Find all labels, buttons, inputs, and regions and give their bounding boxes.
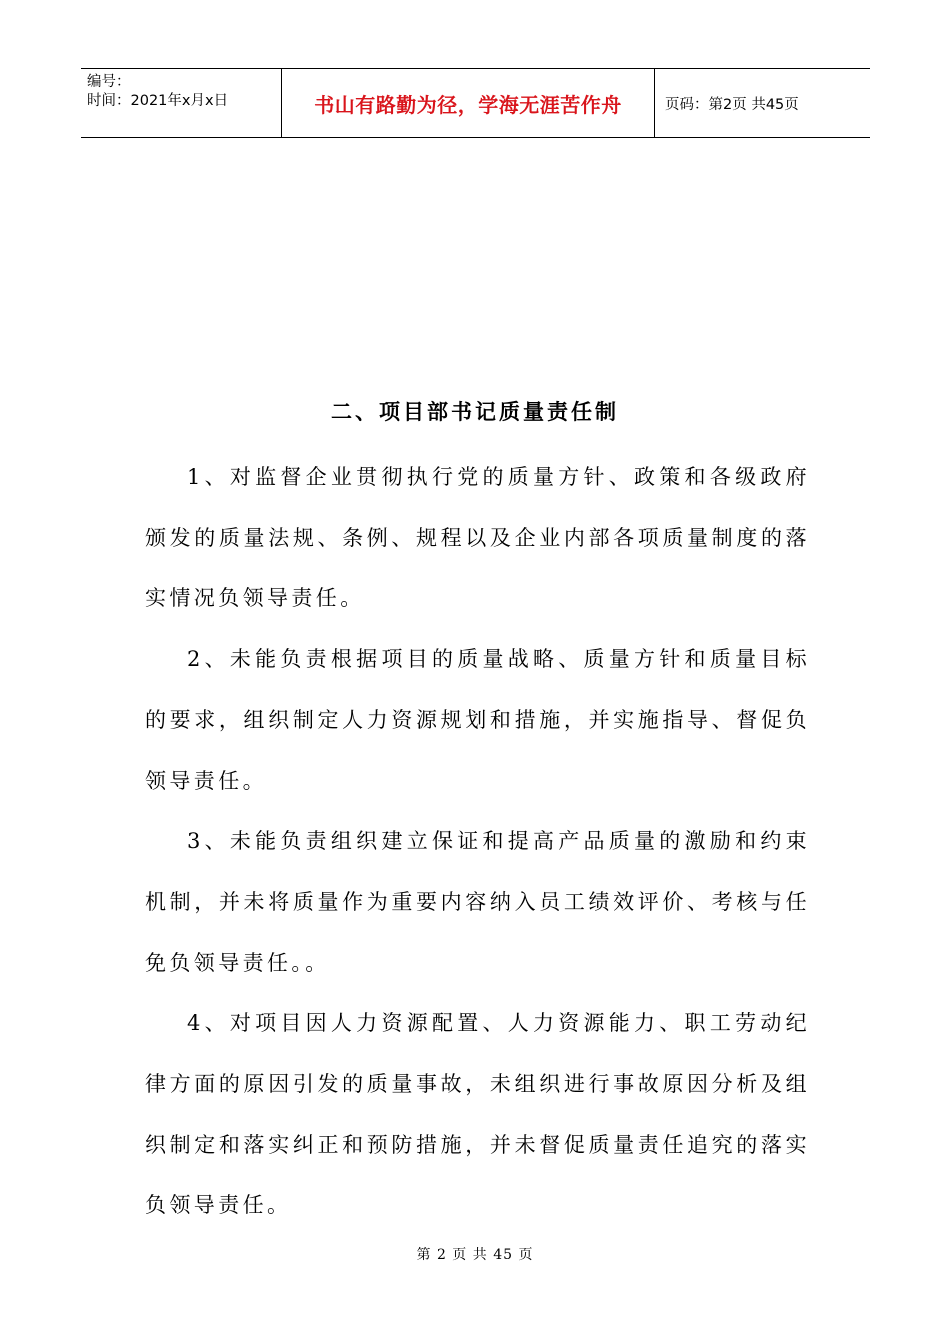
- document-title: 二、项目部书记质量责任制: [331, 400, 619, 424]
- page-header: [81, 68, 870, 138]
- header-motto-text: 书山有路勤为径，学海无涯苦作舟: [314, 92, 622, 117]
- paragraph-4: 4、对项目因人力资源配置、人力资源能力、职工劳动纪律方面的原因引发的质量事故，未组织进行事故原因分析及组织制定和落实纠正和预防措施，并未督促质量责任追究的落实负领导责任。: [145, 1011, 810, 1218]
- document-body: [145, 447, 810, 1236]
- header-meta: [81, 69, 282, 137]
- header-page-info-text: 页码：第2页 共45页: [665, 96, 799, 113]
- paragraph-1: 1、对监督企业贯彻执行党的质量方针、政策和各级政府颁发的质量法规、条例、规程以及企业内部各项质量制度的落实情况负领导责任。: [145, 465, 810, 611]
- paragraph-3: 3、未能负责组织建立保证和提高产品质量的激励和约束机制，并未将质量作为重要内容纳入员工绩效评价、考核与任免负领导责任。。: [145, 829, 810, 975]
- paragraph-2: 2、未能负责根据项目的质量战略、质量方针和质量目标的要求，组织制定人力资源规划和措施，并实施指导、督促负领导责任。: [145, 647, 810, 793]
- header-motto: [282, 69, 655, 137]
- header-time-label: 时间：2021年x月x日: [87, 93, 229, 109]
- header-page-info: [655, 69, 870, 137]
- page-footer: 第 2 页 共 45 页: [416, 1247, 534, 1263]
- header-number-label: 编号：: [87, 74, 131, 90]
